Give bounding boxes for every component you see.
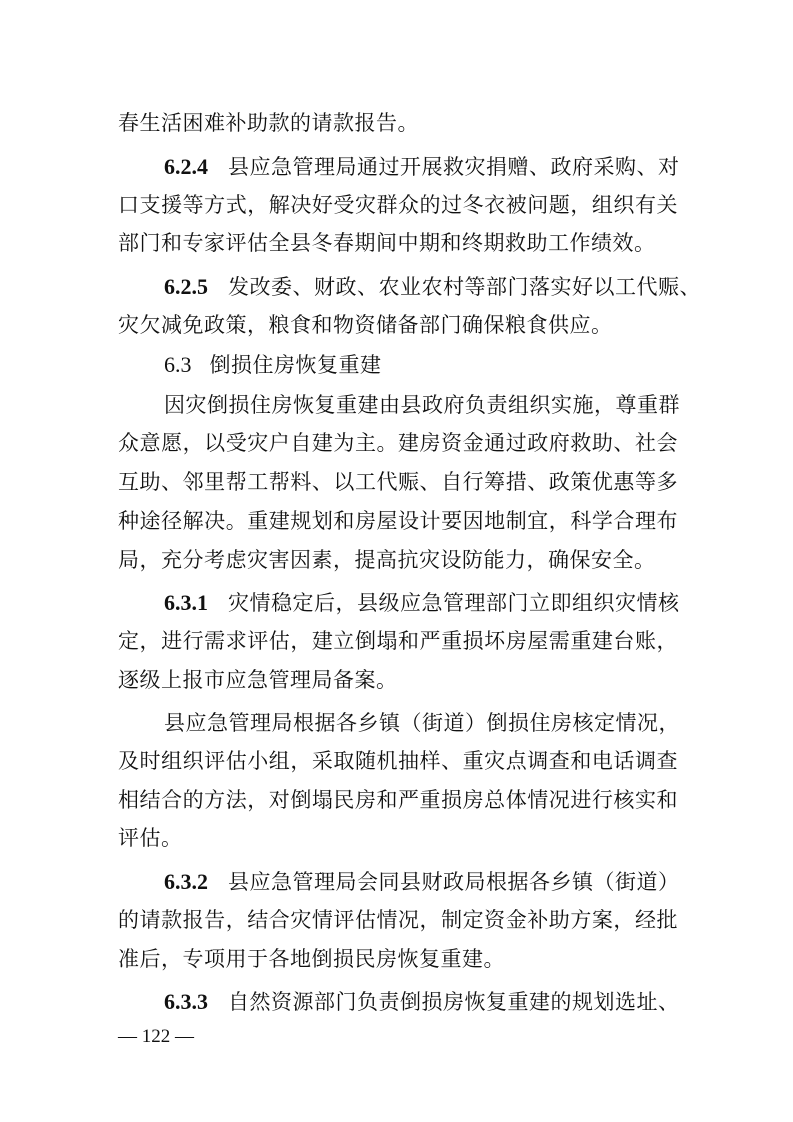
- text-line: 春生活困难补助款的请款报告。: [118, 111, 419, 135]
- text-line: 灾欠减免政策，粮食和物资储备部门确保粮食供应。: [118, 313, 613, 337]
- section-heading-6-3: 6.3 倒损住房恢复重建: [164, 352, 382, 377]
- paragraph-line: 县应急管理局根据各乡镇（街道）倒损住房核定情况，: [164, 711, 680, 735]
- clause-6-2-5: 6.2.5 发改委、财政、农业农村等部门落实好以工代赈、: [164, 274, 701, 299]
- clause-number: 6.3.3: [164, 989, 208, 1014]
- text-line: 逐级上报市应急管理局备案。: [118, 668, 398, 692]
- clause-number: 6.2.4: [164, 154, 208, 179]
- clause-6-3-1: 6.3.1 灾情稳定后，县级应急管理部门立即组织灾情核: [164, 590, 680, 615]
- clause-number: 6.2.5: [164, 274, 208, 299]
- clause-6-3-3: 6.3.3 自然资源部门负责倒损房恢复重建的规划选址、: [164, 989, 680, 1014]
- page-number: — 122 —: [118, 1026, 194, 1047]
- text-line: 局，充分考虑灾害因素，提高抗灾设防能力，确保安全。: [118, 548, 656, 572]
- clause-6-3-2: 6.3.2 县应急管理局会同县财政局根据各乡镇（街道）: [164, 869, 680, 894]
- clause-6-2-4: 6.2.4 县应急管理局通过开展救灾捐赠、政府采购、对: [164, 154, 680, 179]
- text-line: 部门和专家评估全县冬春期间中期和终期救助工作绩效。: [118, 231, 656, 255]
- clause-number: 6.3.2: [164, 869, 208, 894]
- text-line: 准后，专项用于各地倒损民房恢复重建。: [118, 947, 505, 971]
- text-line: 定，进行需求评估，建立倒塌和严重损坏房屋需重建台账，: [118, 629, 678, 653]
- text-line: 口支援等方式，解决好受灾群众的过冬衣被问题，组织有关: [118, 193, 678, 217]
- text-line: 评估。: [118, 826, 183, 850]
- text-line: 种途径解决。重建规划和房屋设计要因地制宜，科学合理布: [118, 509, 678, 533]
- text-line: 及时组织评估小组，采取随机抽样、重灾点调查和电话调查: [118, 749, 678, 773]
- text-line: 众意愿，以受灾户自建为主。建房资金通过政府救助、社会: [118, 431, 678, 455]
- text-line: 互助、邻里帮工帮料、以工代赈、自行筹措、政策优惠等多: [118, 470, 678, 494]
- text-line: 相结合的方法，对倒塌民房和严重损房总体情况进行核实和: [118, 788, 678, 812]
- text-line: 的请款报告，结合灾情评估情况，制定资金补助方案，经批: [118, 908, 678, 932]
- section-number: 6.3: [164, 352, 192, 377]
- paragraph-line: 因灾倒损住房恢复重建由县政府负责组织实施，尊重群: [164, 393, 680, 417]
- clause-number: 6.3.1: [164, 590, 208, 615]
